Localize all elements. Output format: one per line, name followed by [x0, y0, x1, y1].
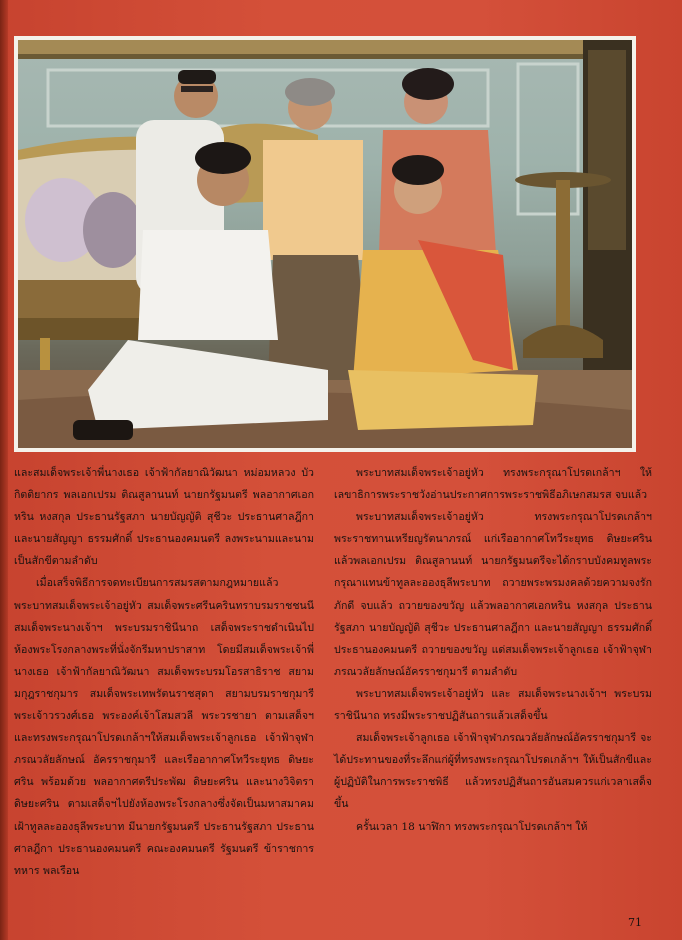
article-column-left — [14, 462, 314, 882]
article-paragraph: เมื่อเสร็จพิธีการจดทะเบียนการสมรสตามกฎหมายแล้ว พระบาทสมเด็จพระเจ้าอยู่หัว สมเด็จพระศรีนครินทราบรมราชชนนี สมเด็จพระนางเจ้าฯ พระบรมราชินีนาถ เสด็จพระราชดำเนินไปห้องพระโรงกลางพระที่นั่งจักรีมหาปราสาท โดยมีสมเด็จพระเจ้าพี่นางเธอ เจ้าฟ้ากัลยาณิวัฒนา สมเด็จพระบรมโอรสาธิราช สยามมกุฎราชกุมาร สมเด็จพระเทพรัตนราชสุดา สยามบรมราชกุมารี พระเจ้าวรวงศ์เธอ พระองค์เจ้าโสมสวลี พระวรชายา ตามเสด็จฯ และทรงพระกรุณาโปรดเกล้าฯให้สมเด็จพระเจ้าลูกเธอ เจ้าฟ้าจุฬาภรณวลัยลักษณ์ อัครราชกุมารี และเรืออากาศโทวีระยุทธ ดิษยะศริน พร้อมด้วย พลอากาศตรีประพัฒ ดิษยะศริน และนางวิจิตรา ดิษยะศริน ตามเสด็จฯไปยังห้องพระโรงกลางซึ่งจัดเป็นมหาสมาคมเฝ้าทูลละอองธุลีพระบาท มีนายกรัฐมนตรี ประธานรัฐสภา ประธานศาลฎีกา ประธานองคมนตรี คณะองคมนตรี รัฐมนตรี ข้าราชการทหาร พลเรือน — [14, 577, 314, 877]
article-column-right — [334, 462, 652, 838]
article-paragraph: และสมเด็จพระเจ้าพี่นางเธอ เจ้าฟ้ากัลยาณิวัฒนา หม่อมหลวง บัว กิตติยากร พลเอกเปรม ติณสูลานนท์ นายกรัฐมนตรี พลอากาศเอกหริน หงสกุล ประธานรัฐสภา นายบัญญัติ สุชีวะ ประธานศาลฎีกา และนายสัญญา ธรรมศักดิ์ ประธานองคมนตรี ลงพระนามและนามเป็นสักขีตามลำดับ — [14, 467, 314, 568]
page-binding-edge — [0, 0, 8, 940]
article-paragraph: พระบาทสมเด็จพระเจ้าอยู่หัว ทรงพระกรุณาโปรดเกล้าฯ ให้เลขาธิการพระราชวังอ่านประกาศการพระราชพิธีอภิเษกสมรส จบแล้ว — [334, 467, 652, 502]
article-paragraph: สมเด็จพระเจ้าลูกเธอ เจ้าฟ้าจุฬาภรณวลัยลักษณ์อัครราชกุมารี จะได้ประทานของที่ระลึกแก่ผู้ที่ทรงพระกรุณาโปรดเกล้าฯ ให้เป็นสักขีและผู้ปฏิบัติในการพระราชพิธี แล้วทรงปฏิสันถารอันสมควรแก่เวลาเสด็จขึ้น — [334, 732, 652, 811]
article-paragraph: พระบาทสมเด็จพระเจ้าอยู่หัว และ สมเด็จพระนางเจ้าฯ พระบรมราชินีนาถ ทรงมีพระราชปฏิสันถารแล้วเสด็จขึ้น — [334, 687, 652, 723]
royal-portrait-photo — [18, 40, 632, 448]
article-paragraph: ครั้นเวลา 18 นาฬิกา ทรงพระกรุณาโปรดเกล้าฯ ให้ — [356, 820, 588, 833]
page-number: 71 — [628, 916, 642, 929]
article-paragraph: พระบาทสมเด็จพระเจ้าอยู่หัว ทรงพระกรุณาโปรดเกล้าฯ พระราชทานเหรียญรัตนาภรณ์ แก่เรืออากาศโทวีระยุทธ ดิษยะศริน แล้วพลเอกเปรม ติณสูลานนท์ นายกรัฐมนตรีจะได้กราบบังคมทูลพระกรุณาแทนข้าทูลละอองธุลีพระบาท ถวายพระพรมงคลด้วยความจงรักภักดี จบแล้ว ถวายของขวัญ แล้วพลอากาศเอกหริน หงสกุล ประธานรัฐสภา นายบัญญัติ สุชีวะ ประธานศาลฎีกา และนายสัญญา ธรรมศักดิ์ ประธานองคมนตรี ถวายของขวัญ แด่สมเด็จพระเจ้าลูกเธอ เจ้าฟ้าจุฬาภรณวลัยลักษณ์อัครราชกุมารี ตามลำดับ — [334, 511, 652, 678]
portrait-illustration — [18, 40, 632, 448]
photo-frame — [14, 36, 636, 452]
